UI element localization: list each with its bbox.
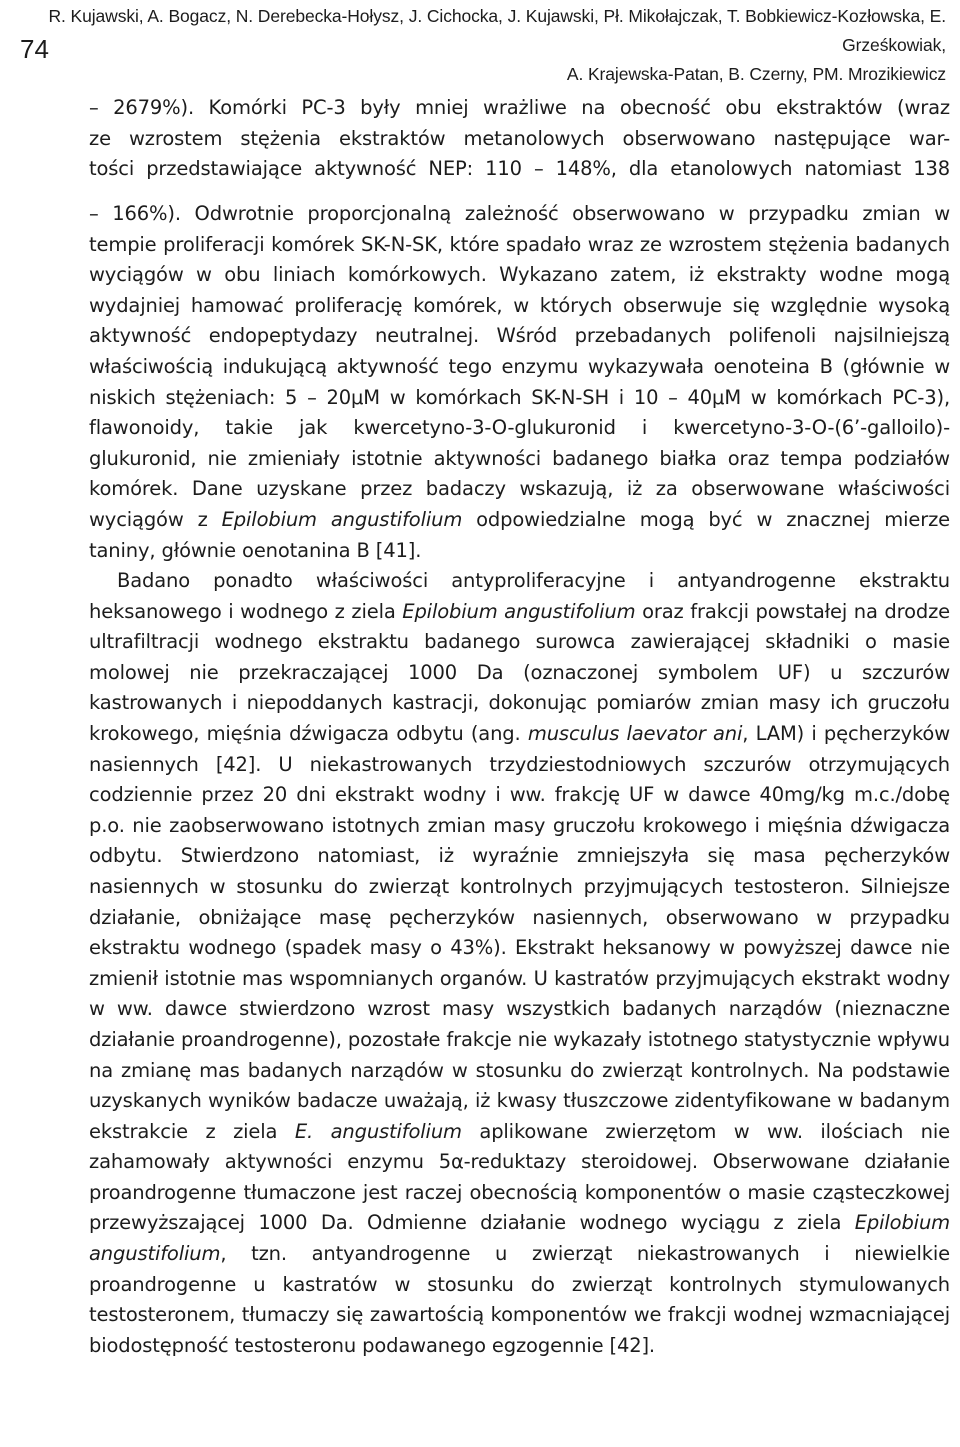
body-text-span: – 166%). Odwrotnie proporcjonalną zależność obserwowano w przypadku zmian w tempie proliferacji komórek SK-N-SK, które spadało wraz ze wzrostem stężenia badanych wyciągów w obu liniach komórkowych. Wykazano zatem, iż ekstrakty wodne mogą wydajniej hamować proliferację komórek, w których obserwuje się względnie wysoką aktywność endopeptydazy neutralnej. Wśród przebadanych polifenoli najsilniejszą właściwością indukującą aktywność tego enzymu wykazywała oenoteina B (głównie w niskich stężeniach: 5 – 20μM w komórkach SK-N-SH i 10 – 40μM w komórkach PC-3), flawonoidy, takie jak kwercetyno-3-O-glukuronid i kwercetyno-3-O-(6’-galloilo)-glukuronid, nie zmieniały istotnie aktywności badanego białka oraz tempa podziałów komórek. Dane uzyskane przez badaczy wskazują, iż za obserwowane właściwości wyciągów z xyxy=(89,202,950,531)
page-number: 74 xyxy=(20,34,49,64)
body-text-span: aplikowane zwierzętom w ww. ilościach nie zahamowały aktywności enzymu 5α-reduktazy steroidowej. Obserwowane działanie proandrogenne tłumaczone jest raczej obecnością komponentów o masie cząsteczkowej przewyższającej 1000 Da. Odmienne działanie wodnego wyciągu z ziela xyxy=(89,1119,950,1235)
paragraph-2 xyxy=(89,566,950,1361)
text-line: – 2679%). Komórki PC-3 były mniej wrażliwe na obecność obu ekstraktów (wraz xyxy=(89,96,950,119)
species-name-italic: E. angustifolium xyxy=(294,1119,462,1143)
body-text-span: , tzn. antyandrogenne u zwierząt niekastrowanych i niewielkie proandrogenne u kastratów w stosunku do zwierząt kontrolnych stymulowanych testosteronem, tłumaczy się zawartością komponentów we frakcji wodnej wzmacniającej biodostępność testosteronu podawanego egzogennie [42]. xyxy=(89,1242,950,1357)
species-name-italic: Epilobium angustifolium xyxy=(402,599,636,623)
text-line: tości przedstawiające aktywność NEP: 110 – 148%, dla etanolowych natomiast 138 xyxy=(89,157,950,181)
species-name-italic: Epilobium angustifolium xyxy=(89,1211,950,1266)
header-authors-line1: R. Kujawski, A. Bogacz, N. Derebecka-Hołysz, J. Cichocka, J. Kujawski, Pł. Mikołajczak, T. Bobkiewicz-Kozłowska, E. Grześkowiak, xyxy=(48,6,946,55)
header-authors xyxy=(26,2,946,89)
latin-term-italic: musculus laevator ani xyxy=(527,721,743,745)
body-text-span: odpowiedzialne mogą być w znacznej mierze taniny, głównie oenotanina B [41]. xyxy=(89,507,950,562)
body-text-span: Badano ponadto właściwości antyproliferacyjne i antyandrogenne ekstraktu heksanowego i wodnego z ziela xyxy=(89,569,950,623)
paragraph-1-continuation xyxy=(89,199,950,566)
body-text-span: oraz frakcji powstałej na drodze ultrafiltracji wodnego ekstraktu badanego surowca zawierającej składniki o masie molowej nie przekraczającej 1000 Da (oznaczonej symbolem UF) u szczurów kastrowanych i niepoddanych kastracji, dokonując pomiarów zmian masy ich gruczołu krokowego, mięśnia dźwigacza odbytu (ang. xyxy=(89,599,951,745)
header-authors-line2: A. Krajewska-Patan, B. Czerny, PM. Mrozikiewicz xyxy=(566,64,946,84)
body-text-span: , LAM) i pęcherzyków nasiennych [42]. U niekastrowanych trzydziestodniowych szczurów otrzymujących codziennie przez 20 dni ekstrakt wodny i ww. frakcję UF w dawce 40mg/kg m.c./dobę p.o. nie zaobserwowano istotnych zmian masy gruczołu krokowego i mięśnia dźwigacza odbytu. Stwierdzono natomiast, iż wyraźnie zmniejszyła się masa pęcherzyków nasiennych w stosunku do zwierząt kontrolnych przyjmujących testosteron. Silniejsze działanie, obniżające masę pęcherzyków nasiennych, obserwowano w przypadku ekstraktu wodnego (spadek masy o 43%). Ekstrakt heksanowy w powyższej dawce nie zmienił istotnie mas wspomnianych organów. U kastratów przyjmujących ekstrakt wodny w ww. dawce stwierdzono wzrost masy wszystkich badanych narządów (nieznaczne działanie proandrogenne), pozostałe frakcje nie wykazały istotnego statystycznie wpływu na zmianę mas badanych narządów w stosunku do zwierząt kontrolnych. Na podstawie uzyskanych wyników badacze uważają, iż kwasy tłuszczowe zidentyfikowane w badanym ekstrakcie z ziela xyxy=(89,721,951,1143)
species-name-italic: Epilobium angustifolium xyxy=(221,507,463,531)
paragraph-1-opening-lines xyxy=(89,93,950,185)
text-line: ze wzrostem stężenia ekstraktów metanolowych obserwowano następujące war- xyxy=(89,126,950,150)
